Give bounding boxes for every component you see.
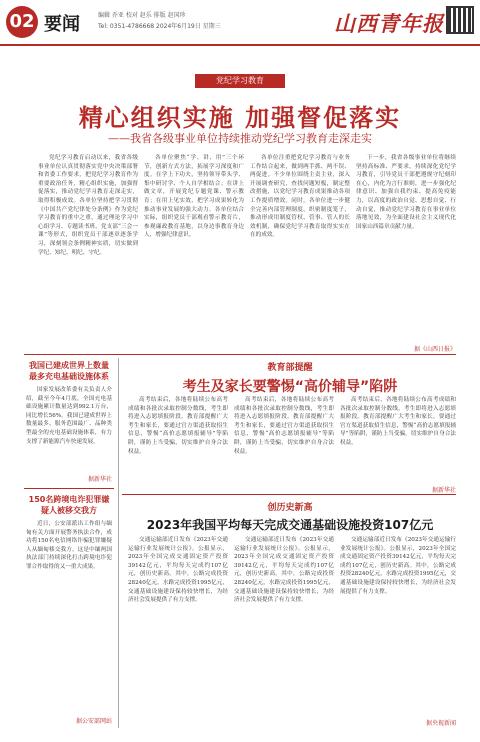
staff-line-1: 编辑 乔亚 校对 赵乐 排版 赵国珍 bbox=[98, 12, 186, 19]
staff-line-2: Tel: 0351-4786668 2024年6月19日 星期三 bbox=[98, 23, 221, 30]
section-name: 要闻 bbox=[44, 14, 80, 35]
left-article-1-credit: 据新华社 bbox=[87, 476, 112, 483]
left-article-1-title: 我国已建成世界上数量最多充电基础设施体系 bbox=[29, 361, 109, 381]
mid-article-credit: 据新华社 bbox=[431, 487, 456, 494]
column-tag: 党纪学习教育 bbox=[195, 74, 285, 88]
bottom-article-credit: 据央视新闻 bbox=[425, 720, 456, 727]
divider bbox=[24, 488, 114, 489]
mid-article-col-1: 高考结束后，各地将陆续公布高考成绩和各批次录取控制分数线，考生即将进入志愿填报阶段。教育部提醒广大考生和家长，要通过官方渠道获取招生信息，警惕“高价志愿填报辅导”等陷阱，谨防上当受骗，切实维护自身合法权益。 bbox=[128, 397, 228, 455]
mid-article-title: 考生及家长要警惕“高价辅导”陷阱 bbox=[182, 379, 398, 395]
divider bbox=[122, 494, 456, 495]
bottom-article-col-2: 交通运输部近日发布《2023年交通运输行业发展统计公报》。公报显示，2023年全国完成交通固定资产投资39142亿元，平均每天完成约107亿元，创历史新高。其中，公路完成投资28240亿元，水路完成投资1995亿元，交通基础设施建设保持较快增长，为经济社会发展提供了有力支撑。 bbox=[234, 537, 334, 604]
main-article-col-3: 各单位注重把党纪学习教育与业务工作结合起来，做到两手抓、两不误、两促进。不少单位围绕主责主业，深入开展调查研究，查找问题短板，制定整改措施，以党纪学习教育成果推动各项工作提质增效。同时，各单位进一步健全完善内部管理制度，织密制度笼子，推动形成用制度管权、管事、管人的长效机制，确保党纪学习教育取得实实在在的成效。 bbox=[250, 155, 350, 239]
mid-article-col-2: 高考结束后，各地将陆续公布高考成绩和各批次录取控制分数线，考生即将进入志愿填报阶段。教育部提醒广大考生和家长，要通过官方渠道获取招生信息，警惕“高价志愿填报辅导”等陷阱，谨防上当受骗，切实维护自身合法权益。 bbox=[234, 397, 334, 455]
main-article-col-1: 党纪学习教育启动以来，我省各级事业单位认真贯彻落实党中央决策部署和省委工作要求，把党纪学习教育作为重要政治任务，精心组织实施，加强督促落实，推动党纪学习教育走深走实，取得积极成效。各单位坚持把学习贯彻《中国共产党纪律处分条例》作为党纪学习教育的重中之重，通过理论学习中心组学习、专题读书班、党支部“三会一课”等形式，组织党员干部逐章逐条学习，深刻领会条例精神实质，切实做到学纪、知纪、明纪、守纪。 bbox=[38, 155, 138, 256]
main-headline: 精心组织实施 加强督促落实 bbox=[78, 104, 402, 132]
bottom-article-col-3: 交通运输部近日发布《2023年交通运输行业发展统计公报》。公报显示，2023年全国完成交通固定资产投资39142亿元，平均每天完成约107亿元，创历史新高。其中，公路完成投资28240亿元，水路完成投资1995亿元，交通基础设施建设保持较快增长，为经济社会发展提供了有力支撑。 bbox=[340, 537, 456, 595]
staff-info bbox=[98, 10, 221, 32]
column-divider bbox=[118, 358, 119, 728]
left-article-2-credit: 据公安部网站 bbox=[75, 718, 112, 725]
bottom-article-col-1: 交通运输部近日发布《2023年交通运输行业发展统计公报》。公报显示，2023年全国完成交通固定资产投资39142亿元，平均每天完成约107亿元，创历史新高。其中，公路完成投资28240亿元，水路完成投资1995亿元，交通基础设施建设保持较快增长，为经济社会发展提供了有力支撑。 bbox=[128, 537, 228, 604]
bottom-article-kicker: 创历史新高 bbox=[267, 503, 313, 513]
left-article-2-title: 150名跨境电诈犯罪嫌疑人被移交我方 bbox=[28, 495, 110, 515]
page-header bbox=[0, 0, 480, 46]
newspaper-logo: 山西青年报 bbox=[334, 11, 444, 36]
main-article-col-4: 下一步，我省各级事业单位将继续坚持高标准、严要求，持续深化党纪学习教育，引导党员干部把遵规守纪刻印在心，内化为言行准则，进一步强化纪律意识、加强自我约束、提高免疫能力，以高度的政治自觉、思想自觉、行动自觉，推动党纪学习教育在事业单位落地见效，为全面建设社会主义现代化国家山西篇章贡献力量。 bbox=[356, 155, 456, 230]
main-credit: 据《山西日报》 bbox=[413, 346, 456, 353]
page-number: 02 bbox=[6, 6, 38, 38]
bottom-article-title: 2023年我国平均每天完成交通基础设施投资107亿元 bbox=[146, 518, 434, 532]
divider bbox=[24, 354, 456, 355]
left-article-1-body: 国家发展改革委有关负责人介绍，截至今年4月底，全国充电基础设施累计数量达到992.1万台，同比增长56%。我国已建成世界上数量最多、服务范围最广、品种类型最全的充电基础设施体系，有力支撑了新能源汽车快速发展。 bbox=[26, 387, 112, 445]
mid-article-col-3: 高考结束后，各地将陆续公布高考成绩和各批次录取控制分数线，考生即将进入志愿填报阶段。教育部提醒广大考生和家长，要通过官方渠道获取招生信息，警惕“高价志愿填报辅导”等陷阱，谨防上当受骗，切实维护自身合法权益。 bbox=[340, 397, 456, 446]
main-article-col-2: 各单位聚焦“学、讲、用”三个环节，创新方式方法，拓展学习深度和广度。在学上下功夫，坚持领导带头学、集中研讨学、个人自学相结合；在讲上做文章，开展党纪专题党课、警示教育；在用上见实效，把学习成果转化为推动事业发展的强大动力。各单位结合实际，组织党员干部观看警示教育片，参观廉政教育基地，以身边事教育身边人，增强纪律意识。 bbox=[144, 155, 244, 239]
mid-article-kicker: 教育部提醒 bbox=[267, 363, 313, 373]
left-article-2-body: 近日，公安部派出工作组与缅甸有关方面开展警务执法合作，成功将150名电信网络诈骗犯罪嫌疑人从缅甸移交我方。这是中缅两国执法部门持续深化打击跨境电诈犯罪合作取得的又一重大成果。 bbox=[26, 521, 112, 570]
main-subheadline: ——我省各级事业单位持续推动党纪学习教育走深走实 bbox=[108, 132, 372, 145]
qr-code-icon bbox=[446, 6, 474, 34]
